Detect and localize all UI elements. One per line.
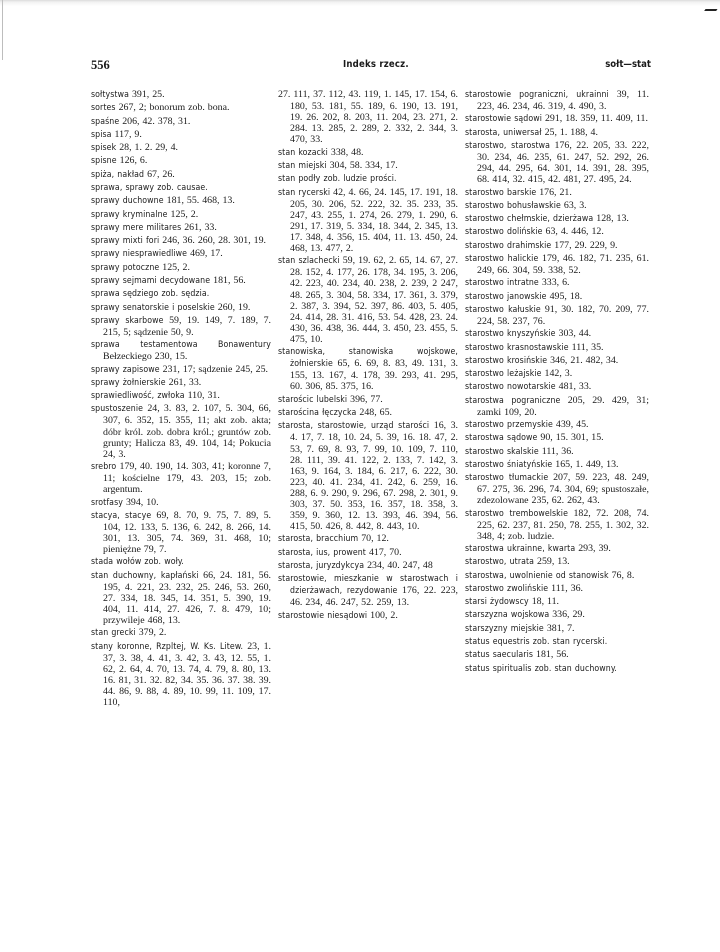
entry-headword: starosta, starostowie, urząd starości — [278, 421, 430, 432]
entry-references: 179, 40. 190, 14. 303, 41; koronne 7, 11; kościelne 179, 43. 203, 15; zob. argentum. — [103, 461, 272, 496]
entry-references: 439, 45. — [555, 419, 589, 430]
index-entry — [91, 169, 271, 181]
scan-edge-shadow — [0, 0, 720, 8]
index-entry — [91, 275, 271, 287]
entry-headword: stan duchowny, kapłański — [91, 570, 199, 581]
entry-headword: sprawy żołnierskie — [91, 377, 166, 388]
index-entry — [465, 328, 649, 340]
page-number: 556 — [91, 58, 110, 72]
entry-references: 293, 39. — [578, 543, 611, 555]
index-entry — [465, 446, 649, 458]
entry-headword: spisne — [91, 156, 117, 167]
entry-headword: starszyzny miejskie — [465, 623, 544, 634]
entry-headword: starostwo bohusławskie — [465, 200, 561, 211]
entry-headword: sprawy niesprawiedliwe — [91, 249, 188, 260]
entry-headword: stada wołów zob. woły. — [91, 557, 184, 568]
entry-headword: spisa — [91, 129, 112, 140]
entry-headword: sprawa, sprawy zob. causae. — [91, 182, 208, 193]
index-entry — [465, 213, 649, 225]
entry-headword: sprawa sędziego zob. sędzia. — [91, 289, 210, 300]
entry-headword: stan podły zob. ludzie prości. — [278, 174, 397, 185]
entry-references: 28, 1. 2. 29, 4. — [119, 142, 178, 154]
entry-headword: status equestris zob. stan rycerski. — [465, 637, 608, 648]
entry-references: 179, 46. 182, 71. 235, 61. 249, 66. 304, 59. 338, 52. — [477, 252, 649, 276]
entry-references: 111, 36. — [541, 445, 574, 457]
entry-references: 111, 36. — [551, 582, 584, 594]
index-entry — [91, 556, 271, 568]
entry-references: 91, 30. 182, 70. 209, 77. 224, 58. 237, 76. — [477, 303, 650, 327]
entry-headword: sprawy senatorskie i poselskie — [91, 302, 215, 313]
index-entry — [465, 304, 649, 327]
entry-references: 67, 26. — [147, 168, 175, 180]
index-entry — [91, 209, 271, 221]
index-entry — [465, 459, 649, 471]
entry-headword: spaśne — [91, 116, 120, 127]
entry-references: 234, 40. 247, 48 — [367, 560, 433, 571]
index-entry — [465, 649, 649, 661]
entry-references: 23, 1. 37, 3. 38, 4. 41, 3. 42, 3. 43, 12. 55, 1. 62, 2. 64, 4. 70, 13. 74, 4. 79, 8. 80, 13. 16. 81, 31. 32. 82, 34. 35. 36. 37. 38. 39. 44. 86, 9. 88, 4. 89, 10. 99, 11. 109, 17. 110, — [103, 640, 271, 709]
index-entry — [465, 368, 649, 380]
index-entry — [465, 277, 649, 289]
entry-headword: starościc lubelski — [278, 394, 348, 405]
entry-references: 69, 8. 70, 9. 75, 7. 89, 5. 104, 12. 133, 5. 136, 6. 242, 8. 266, 14. 301, 13. 305, 74. 369, 31. 468, 10; pieniężne 79, 7. — [103, 509, 272, 556]
entry-headword: starostwa sądowe — [465, 433, 538, 444]
index-column-3 — [465, 89, 649, 676]
index-entry — [465, 200, 649, 212]
index-entry — [465, 609, 649, 621]
entry-references: 333, 6. — [541, 277, 570, 289]
index-entry — [91, 315, 271, 338]
index-entry — [91, 235, 271, 247]
index-entry — [465, 355, 649, 367]
index-entry — [91, 302, 271, 314]
index-entry — [91, 89, 271, 101]
index-entry — [465, 113, 649, 125]
entry-headword: starostwa ukrainne, kwarta — [465, 544, 576, 555]
entry-headword: starostwo, starostwa — [465, 140, 551, 151]
entry-headword: starostwo barskie — [465, 187, 537, 198]
entry-headword: starostwo tłumackie — [465, 473, 549, 484]
index-entry — [465, 543, 649, 555]
entry-references: 70, 12. — [361, 533, 389, 545]
index-entry — [91, 182, 271, 194]
entry-headword: sortes — [91, 103, 116, 114]
index-entry — [465, 472, 649, 506]
index-column-2 — [278, 89, 458, 623]
index-entry — [465, 240, 649, 252]
entry-headword: starostowie, mieszkanie w starostwach i dzierżawach, rezydowanie — [278, 574, 458, 597]
entry-headword: starostwo śniatyńskie — [465, 459, 553, 470]
entry-references: 100, 2. — [370, 609, 398, 621]
entry-references: 260, 19. — [217, 301, 251, 313]
index-entry — [465, 89, 649, 112]
entry-references: 176, 22. 223, 46. 234, 46. 247, 52. 259, 13. — [290, 585, 458, 609]
entry-references: 391, 25. — [131, 89, 165, 100]
entry-references: 495, 18. — [549, 290, 583, 302]
index-entry — [465, 253, 649, 276]
page-header — [91, 58, 651, 74]
index-entry — [91, 288, 271, 300]
entry-references: 165, 1. 449, 13. — [555, 458, 619, 470]
entry-headword: srotfasy — [91, 497, 123, 508]
entry-references: 381, 7. — [546, 622, 575, 634]
entry-headword: sołtystwa — [91, 90, 129, 100]
entry-headword: starostwa, uwolnienie od stanowisk — [465, 570, 609, 581]
entry-headword: starostwo krasnostawskie — [465, 342, 569, 353]
entry-references: 63, 3. — [563, 199, 587, 211]
entry-references: 394, 10. — [125, 496, 159, 508]
entry-references: 24, 3. 83, 2. 107, 5. 304, 66, 307, 6. 352, 15. 355, 11; akt zob. akta; dóbr król. zob. dobra król.; gruntów zob. grunty; Halicza 83, 49. 104, 14; Pokucia 24, 3. — [103, 403, 272, 460]
entry-headword: starostwo intratne — [465, 278, 539, 289]
entry-headword: starostwo krosińskie — [465, 355, 548, 366]
entry-headword: starostwo skalskie — [465, 446, 539, 457]
index-entry — [91, 129, 271, 141]
index-range: sołt—stat — [605, 59, 651, 70]
index-entry — [91, 403, 271, 459]
index-entry — [91, 364, 271, 376]
index-entry — [465, 556, 649, 568]
entry-headword: starościna łęczycka — [278, 408, 357, 419]
entry-references: 117, 9. — [114, 128, 142, 140]
entry-references: 206, 42. 378, 31. — [122, 115, 191, 127]
index-entry — [465, 432, 649, 444]
entry-references: 261, 33. — [184, 221, 217, 233]
entry-headword: srebro — [91, 462, 117, 473]
index-entry — [278, 346, 458, 392]
entry-references: 18, 11. — [531, 596, 559, 608]
index-entry — [278, 255, 458, 345]
entry-references: 469, 17. — [190, 248, 223, 260]
entry-references: 304, 58. 334, 17. — [329, 159, 398, 171]
index-entry — [465, 663, 649, 675]
entry-references: 176, 22. 205, 33. 222, 30. 234, 46. 235, 61. 247, 52. 292, 26. 294, 44. 295, 64. 301, 14. 391, 28. 395, 68. 414, 32. 415, 42. 481, 27. 495, 24. — [477, 139, 650, 186]
entry-references: 59, 19. 149, 7. 189, 7. 215, 5; sądzenie 50, 9. — [103, 314, 272, 338]
entry-references: 110, 31. — [187, 390, 220, 402]
index-entry — [91, 248, 271, 260]
index-entry — [278, 187, 458, 255]
index-entry — [278, 610, 458, 622]
entry-references: 417, 70. — [368, 546, 402, 558]
index-entry — [465, 583, 649, 595]
index-entry — [465, 140, 649, 185]
entry-headword: starostwa pograniczne — [465, 395, 561, 406]
entry-headword: starostwo chełmskie, dzierżawa — [465, 214, 594, 225]
entry-headword: starostwo nowotarskie — [465, 382, 556, 393]
entry-headword: spisek — [91, 143, 117, 154]
entry-references: 42, 4. 66, 24. 145, 17. 191, 18. 205, 30. 206, 52. 222, 32. 35. 233, 35. 247, 43. 255, 1. 274, 26. 279, 1. 290, 6. 291, 17. 319, 5. 334, 18. 344, 2. 345, 13. 17. 348, 4. 356, 15. 404, 11. 13. 450, 24. 468, 13. 477, 2. — [290, 186, 459, 254]
index-column-1 — [91, 89, 271, 709]
entry-references: 111, 35. — [571, 341, 604, 353]
index-entry — [91, 390, 271, 402]
entry-references: 481, 33. — [558, 381, 592, 393]
entry-headword: stacya, stacye — [91, 510, 152, 521]
entry-references: 90, 15. 301, 15. — [540, 432, 604, 444]
entry-headword: stany koronne, Rzpltej, W. Ks. Litew. — [91, 641, 244, 652]
entry-headword: starostwo janowskie — [465, 291, 547, 302]
index-entry — [278, 147, 458, 159]
entry-references: 142, 3. — [544, 368, 573, 380]
entry-headword: sprawy skarbowe — [91, 315, 164, 326]
entry-references: 125, 2. — [162, 261, 190, 273]
entry-headword: stanowiska, stanowiska wojskowe, żołnierskie — [278, 347, 458, 370]
entry-headword: starostwo leżajskie — [465, 369, 542, 380]
index-entry — [91, 377, 271, 389]
index-entry — [91, 641, 271, 709]
entry-references: 16, 3. 4. 17, 7. 18, 10. 24, 5. 39, 16. 18. 47, 2. 53, 7. 69, 8. 93, 7. 99, 10. 109, 7. 110, 28. 111, 39. 41. 122, 2. 133, 7. 142, 3. 163, 9. 164, 3. 184, 6. 217, 6. 222, 30. 223, 40. 41. 234, 41. 242, 6. 259, 16. 288, 6. 9. 290, 9. 296, 67. 298, 2. 301, 9. 303, 37. 50. 353, 16. 357, 18. 358, 3. 359, 9. 360, 12. 13. 393, 46. 394, 56. 415, 50. 426, 8. 442, 8. 443, 10. — [290, 420, 459, 533]
entry-references: 39, 11. 223, 46. 234, 46. 319, 4. 490, 3. — [477, 89, 649, 113]
index-entry — [465, 291, 649, 303]
index-entry — [278, 394, 458, 406]
entry-references: 248, 65. — [359, 407, 392, 419]
entry-headword: starostwo zwolińskie — [465, 583, 549, 594]
entry-references: 338, 48. — [330, 146, 364, 158]
entry-references: 336, 29. — [552, 609, 585, 621]
index-entry — [91, 116, 271, 128]
entry-headword: sprawy mixti fori — [91, 236, 160, 247]
entry-references: 207, 59. 223, 48. 249, 67. 275, 36. 296, 74. 304, 69; spustoszałe, zdezolowane 235, 62. 262, 43. — [477, 472, 650, 507]
entry-headword: sprawy sejmami decydowane — [91, 275, 211, 286]
entry-headword: sprawa testamentowa Bonawentury — [91, 340, 271, 351]
entry-references: 128, 13. — [596, 213, 629, 225]
entry-headword: starostwo knyszyńskie — [465, 329, 556, 340]
entry-references: 125, 2. — [170, 208, 199, 220]
index-entry — [465, 570, 649, 582]
entry-headword: starosta, ius, prowent — [278, 547, 366, 558]
entry-references: 231, 17; sądzenie 245, 25. — [162, 363, 268, 375]
entry-references: 27. 111, 37. 112, 43. 119, 1. 145, 17. 154, 6. 180, 53. 181, 55. 189, 6. 190, 13. 191, 19. 26. 202, 8. 203, 11. 204, 23. 271, 2. 284. 13. 285, 2. 289, 2. 332, 2. 344, 3. 470, 33. — [278, 89, 458, 146]
entry-references: 205, 29. 429, 31; zamki 109, 20. — [477, 394, 649, 418]
entry-references: 177, 29. 229, 9. — [554, 239, 618, 251]
entry-headword: starszyzna wojskowa — [465, 610, 550, 621]
entry-references: 259, 13. — [537, 556, 570, 568]
entry-headword: starostwo przemyskie — [465, 420, 553, 430]
index-entry — [465, 187, 649, 199]
index-entry — [465, 596, 649, 608]
index-entry — [91, 570, 271, 626]
entry-headword: sprawiedliwość, zwłoka — [91, 391, 185, 402]
entry-headword: starostwo dolińskie — [465, 227, 543, 238]
index-entry — [278, 560, 458, 572]
entry-references: 63, 4. 446, 12. — [545, 226, 604, 238]
entry-references: 182, 72. 208, 74. 225, 62. 237, 81. 250, 78. 255, 1. 302, 32. 348, 4; zob. ludzie. — [477, 507, 649, 542]
entry-headword: starostwo halickie — [465, 253, 539, 264]
entry-references: 246, 36. 260, 28. 301, 19. — [162, 235, 266, 247]
scan-left-edge — [2, 0, 3, 60]
entry-headword: stan szlachecki — [278, 256, 340, 267]
entry-headword: sprawy potoczne — [91, 262, 160, 273]
index-entry — [278, 573, 458, 608]
index-entry — [465, 226, 649, 238]
entry-references: 396, 77. — [350, 393, 383, 405]
entry-references: 181, 55. 468, 13. — [166, 195, 235, 207]
entry-headword: starsi żydowscy — [465, 597, 529, 608]
index-entry — [465, 623, 649, 635]
entry-headword: sprawy mere militares — [91, 222, 182, 233]
entry-headword: spiża, nakład — [91, 169, 145, 180]
index-entry — [278, 160, 458, 172]
entry-headword: status saecularis — [465, 650, 534, 661]
index-entry — [91, 262, 271, 274]
entry-headword: starostwo kałuskie — [465, 304, 541, 315]
index-entry — [91, 222, 271, 234]
entry-references: Bełzeckiego 230, 15. — [103, 351, 188, 363]
entry-references: 176, 21. — [539, 186, 572, 198]
entry-references: 181, 56. — [213, 274, 246, 286]
index-entry — [91, 461, 271, 495]
index-entry — [465, 395, 649, 418]
entry-headword: starostwo, utrata — [465, 557, 535, 568]
entry-headword: stan miejski — [278, 160, 327, 171]
entry-references: 65, 6. 69, 8. 83, 49. 131, 3. 155, 13. 167, 4. 178, 39. 293, 41. 295, 60. 306, 85. 375, 16. — [290, 358, 459, 393]
index-entry — [278, 173, 458, 185]
entry-headword: stan grecki — [91, 628, 136, 639]
entry-headword: stan rycerski — [278, 187, 331, 198]
entry-headword: sprawy duchowne — [91, 196, 164, 207]
entry-references: 25, 1. 188, 4. — [544, 126, 598, 138]
index-entry — [278, 420, 458, 532]
entry-references: 76, 8. — [611, 569, 635, 581]
entry-references: 126, 6. — [119, 155, 148, 167]
entry-headword: starostwo trembowelskie — [465, 508, 568, 519]
entry-headword: starostowie niesądowi — [278, 610, 368, 621]
entry-headword: sprawy zapisowe — [91, 364, 160, 375]
entry-headword: sprawy kryminalne — [91, 209, 168, 220]
index-entry — [278, 533, 458, 545]
index-entry — [465, 636, 649, 648]
index-entry — [465, 342, 649, 354]
index-entry — [91, 627, 271, 639]
entry-headword: starosta, uniwersał — [465, 127, 542, 138]
entry-references: 303, 44. — [558, 328, 592, 340]
entry-headword: spustoszenie — [91, 404, 144, 415]
running-title: Indeks rzecz. — [343, 59, 409, 70]
entry-references: 346, 21. 482, 34. — [550, 354, 619, 366]
index-entry — [465, 419, 649, 431]
entry-references: 267, 2; bonorum zob. bona. — [118, 102, 230, 114]
entry-headword: stan kozacki — [278, 147, 328, 158]
index-entry — [91, 155, 271, 167]
entry-headword: starosta, bracchium — [278, 534, 359, 545]
entry-references: 291, 18. 359, 11. 409, 11. — [544, 113, 648, 125]
index-entry — [465, 381, 649, 393]
entry-headword: status spiritualis zob. stan duchowny. — [465, 663, 617, 674]
entry-headword: starostowie pograniczni, ukrainni — [465, 90, 609, 100]
entry-references: 66, 24. 181, 56. 195, 4. 221, 23. 232, 25. 246, 53. 260, 27. 334, 18. 345, 14. 351, 5. 390, 19. 404, 11. 414, 27. 426, 7. 8. 479, 10; przywileje 468, 13. — [103, 569, 272, 626]
index-entry — [91, 497, 271, 509]
entry-references: 379, 2. — [138, 627, 167, 639]
index-entry — [465, 127, 649, 139]
index-entry — [91, 339, 271, 362]
entry-headword: starosta, juryzdykcya — [278, 561, 365, 571]
index-entry — [91, 195, 271, 207]
entry-references: 261, 33. — [168, 376, 202, 388]
entry-references: 181, 56. — [536, 649, 569, 661]
index-entry — [278, 89, 458, 145]
entry-headword: starostowie sądowi — [465, 114, 542, 125]
index-entry — [278, 407, 458, 419]
index-entry — [91, 102, 271, 114]
index-entry — [465, 508, 649, 542]
index-entry — [91, 510, 271, 555]
entry-references: 59, 19. 62, 2. 65, 14. 67, 27. 28. 152, 4. 177, 26. 178, 34. 195, 3. 206, 42. 223, 40. 234, 40. 238, 2. 239, 2 247, 48. 265, 3. 304, 58. 334, 17. 361, 3. 379, 2. 387, 3. 394, 52. 397, 86. 403, 5. 405, 24. 414, 28. 31. 416, 53. 54. 428, 23. 24. 430, 36. 438, 36. 444, 3. 450, 23. 455, 5. 475, 10. — [290, 255, 459, 345]
entry-headword: starostwo drahimskie — [465, 240, 552, 251]
index-entry — [278, 547, 458, 559]
index-entry — [91, 142, 271, 154]
